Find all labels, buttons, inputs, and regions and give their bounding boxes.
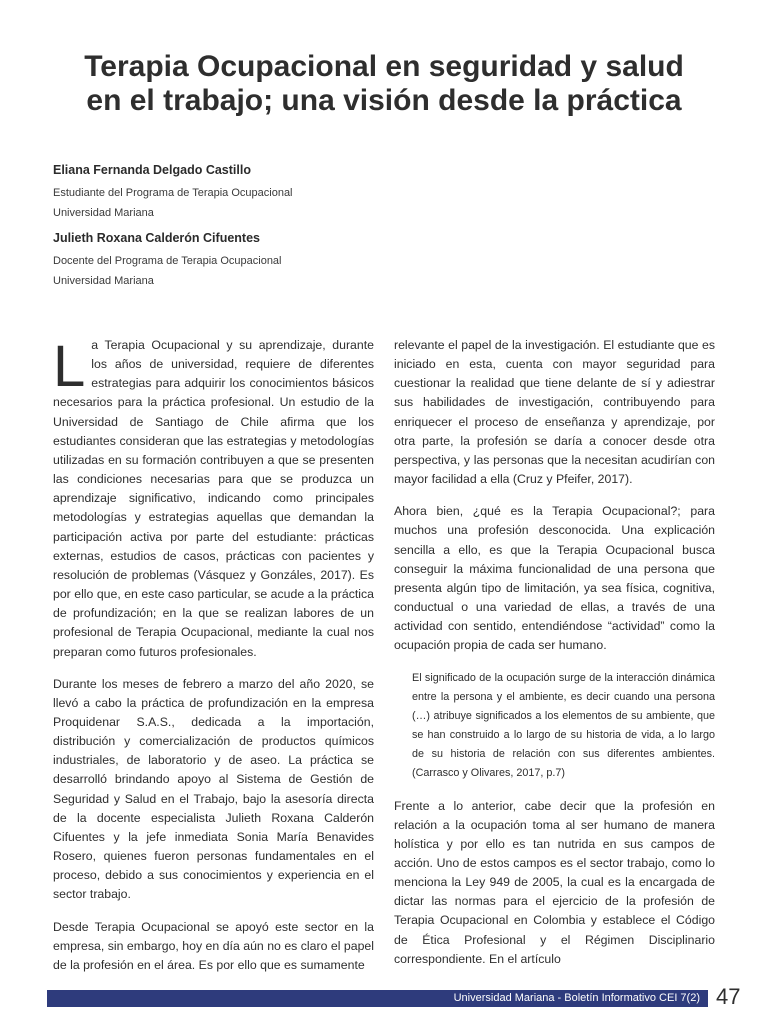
author-name: Julieth Roxana Calderón Cifuentes [53, 231, 260, 245]
paragraph: Durante los meses de febrero a marzo del año 2020, se llevó a cabo la práctica de profundización en la empresa Proquidenar S.A.S., dedicada a la importación, distribución y comercialización de productos químicos industriales, de laboratorio y de aseo. La práctica se desarrolló brindando apoyo al Sistema de Gestión de Seguridad y Salud en el Trabajo, bajo la asesoría directa de la docente especialista Julieth Roxana Calderón Cifuentes y la jefe inmediata Sonia María Benavides Rosero, quienes fueron personas fundamentales en el proceso, debido a sus conocimientos y experiencia en el sector trabajo. [53, 676, 374, 902]
footer-bar [47, 990, 708, 1007]
block-quote: El significado de la ocupación surge de la interacción dinámica entre la persona y el ambiente, es decir cuando una persona (…) atribuye significados a los elementos de su ambiente, que se han construido a lo largo de su historia de vida, a lo largo de su historia de relación con sus diferentes ambientes. (Carrasco y Olivares, 2017, p.7) [412, 671, 715, 779]
paragraph: Frente a lo anterior, cabe decir que la profesión en relación a la ocupación toma al ser humano de manera holística y por ello es tan nutrida en sus campos de acción. Uno de estos campos es el sector trabajo, como lo menciona la Ley 949 de 2005, la cual es la encargada de dictar las normas para el ejercicio de la profesión de Terapia Ocupacional en Colombia y establece el Código de Ética Profesional y el Régimen Disciplinario correspondiente. En el artículo [394, 798, 715, 966]
footer-journal-name: Universidad Mariana - Boletín Informativo CEI 7(2) [453, 992, 700, 1004]
paragraph: Ahora bien, ¿qué es la Terapia Ocupacional?; para muchos una profesión desconocida. Una explicación sencilla a ello, es que la Terapia Ocupacional busca conseguir la máxima funcionalidad de una persona que presenta algún tipo de limitación, ya sea física, cognitiva, conductual o una variedad de ellas, a través de una actividad con sentido, entendiéndose “actividad” como la ocupación propia de cada ser humano. [394, 504, 715, 653]
page-number: 47 [716, 984, 741, 1009]
paragraph-intro [53, 336, 374, 662]
author-1 [53, 163, 453, 223]
author-affiliation: Universidad Mariana [53, 207, 154, 219]
paragraph: Desde Terapia Ocupacional se apoyó este sector en la empresa, sin embargo, hoy en día aún no es claro el papel de la profesión en el área. Es por ello que es sumamente [53, 919, 374, 972]
left-column [53, 336, 374, 988]
article-title [40, 50, 728, 118]
author-list [53, 163, 453, 299]
title-line-2: en el trabajo; una visión desde la práctica [86, 84, 682, 117]
title-line-1: Terapia Ocupacional en seguridad y salud [84, 50, 684, 83]
drop-cap: L [53, 334, 86, 399]
right-column [394, 336, 715, 982]
author-role: Estudiante del Programa de Terapia Ocupacional [53, 187, 293, 199]
author-affiliation: Universidad Mariana [53, 275, 154, 287]
author-role: Docente del Programa de Terapia Ocupacional [53, 255, 282, 267]
paragraph-intro-text: a Terapia Ocupacional y su aprendizaje, durante los años de universidad, requiere de diferentes estrategias para adquirir los conocimientos básicos necesarios para la práctica profesional. Un estudio de la Universidad de Santiago de Chile afirma que los estudiantes consideran que las estrategias y metodologías utilizadas en su formación contribuyen a que se presenten las condiciones necesarias para que se produzca un aprendizaje significativo, indicando como principales metodologías y estrategias aquellas que demandan la participación activa por parte del estudiante: prácticas externas, estudios de casos, prácticas con pacientes y resolución de problemas (Vásquez y Gonzáles, 2017). Es por ello que, en este caso particular, se acude a la práctica de profundización; en la que se realizan labores de un profesional de Terapia Ocupacional, mediante la cual nos preparan como futuros profesionales. [53, 338, 374, 659]
paragraph: relevante el papel de la investigación. El estudiante que es iniciado en esta, cuenta con mayor seguridad para cuestionar la realidad que tiene delante de sí y adiestrar sus habilidades de investigación, contribuyendo para enriquecer el proceso de enseñanza y aprendizaje, por otra parte, la profesión se daría a conocer desde otra perspectiva, y las personas que la necesitan acudirían con mayor facilidad a ella (Cruz y Pfeifer, 2017). [394, 338, 715, 487]
author-2 [53, 231, 453, 291]
author-name: Eliana Fernanda Delgado Castillo [53, 163, 251, 177]
